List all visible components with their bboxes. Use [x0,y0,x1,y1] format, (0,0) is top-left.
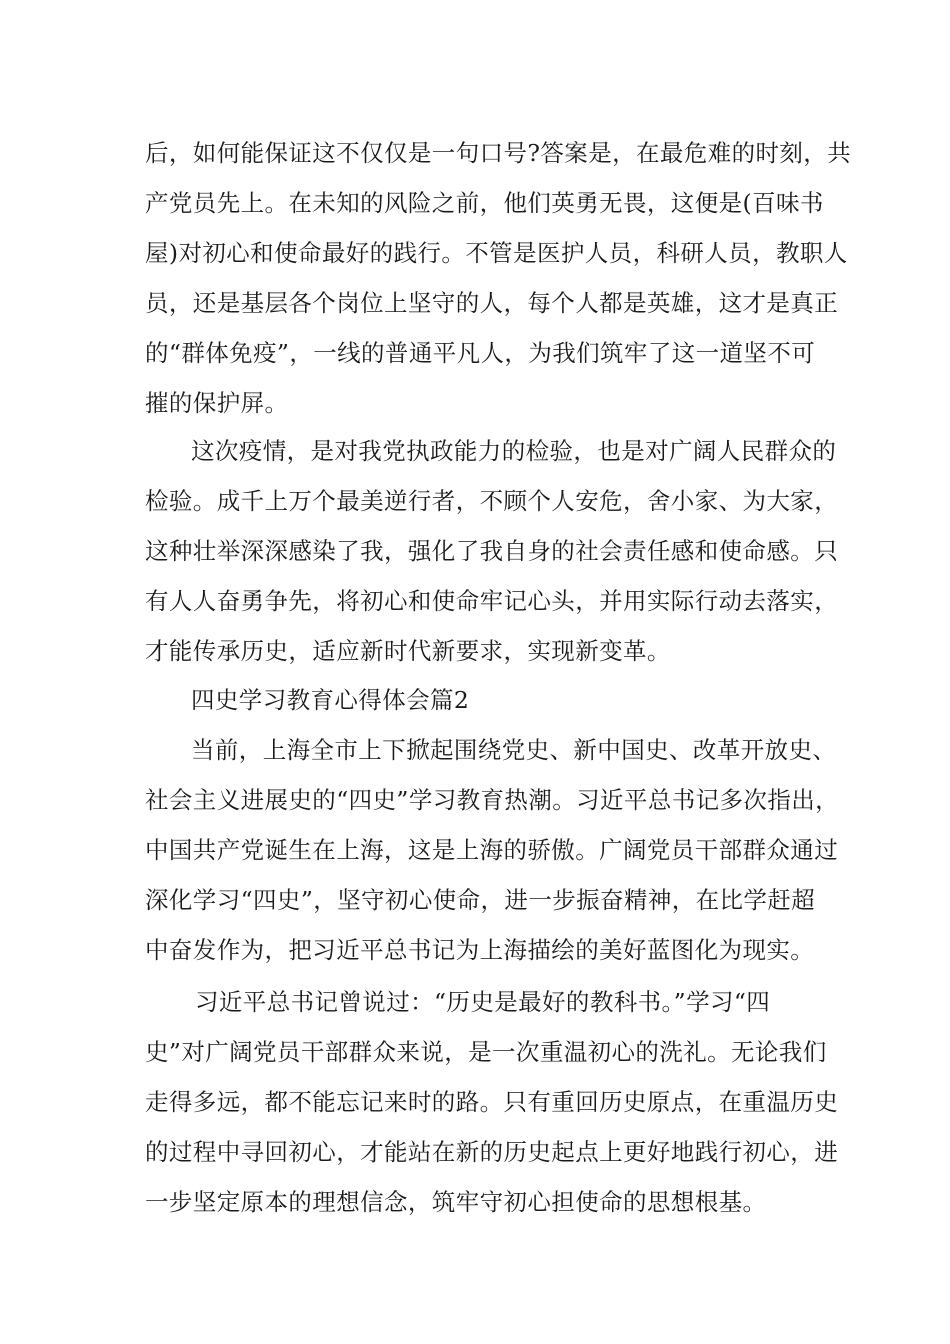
paragraph-2-line-3: 这种壮举深深感染了我，强化了我自身的社会责任感和使命感。只 [145,537,839,565]
paragraph-4-line-5: 一步坚定原本的理想信念，筑牢守初心担使命的思想根基。 [145,1188,767,1216]
paragraph-3-line-5: 中奋发作为，把习近平总书记为上海描绘的美好蓝图化为现实。 [145,936,815,964]
paragraph-2-line-2: 检验。成千上万个最美逆行者，不顾个人安危，舍小家、为大家， [145,487,839,515]
paragraph-1-line-1: 后，如何能保证这不仅仅是一句口号?答案是，在最危难的时刻，共 [145,139,852,167]
paragraph-3-line-3: 中国共产党诞生在上海，这是上海的骄傲。广阔党员干部群众通过 [145,836,839,864]
paragraph-3-line-4: 深化学习“四史”，坚守初心使命，进一步振奋精神，在比学赶超 [145,886,816,914]
paragraph-1-line-2: 产党员先上。在未知的风险之前，他们英勇无畏，这便是(百味书 [145,189,824,217]
paragraph-1-line-5: 的“群体免疫”，一线的普通平凡人，为我们筑牢了这一道坚不可 [145,339,816,367]
paragraph-4-line-4: 的过程中寻回初心，才能站在新的历史起点上更好地践行初心，进 [145,1138,839,1166]
paragraph-1-line-4: 员，还是基层各个岗位上坚守的人，每个人都是英雄，这才是真正 [145,289,839,317]
paragraph-2-line-4: 有人人奋勇争先，将初心和使命牢记心头，并用实际行动去落实， [145,587,839,615]
paragraph-2-line-5: 才能传承历史，适应新时代新要求，实现新变革。 [145,637,671,665]
paragraph-2-line-1: 这次疫情，是对我党执政能力的检验，也是对广阔人民群众的 [191,437,837,465]
paragraph-4-line-2: 史”对广阔党员干部群众来说，是一次重温初心的洗礼。无论我们 [145,1038,827,1066]
paragraph-3-line-2: 社会主义进展史的“四史”学习教育热潮。习近平总书记多次指出， [145,786,840,814]
paragraph-1-line-3: 屋)对初心和使命最好的践行。不管是医护人员，科研人员，教职人 [145,239,848,267]
paragraph-4-line-3: 走得多远，都不能忘记来时的路。只有重回历史原点，在重温历史 [145,1088,839,1116]
paragraph-4-line-1: 习近平总书记曾说过：“历史是最好的教科书。”学习“四 [195,988,771,1016]
paragraph-1-line-6: 摧的保护屏。 [145,389,289,417]
paragraph-3-line-1: 当前，上海全市上下掀起围绕党史、新中国史、改革开放史、 [191,736,837,764]
section-heading: 四史学习教育心得体会篇2 [191,686,470,714]
